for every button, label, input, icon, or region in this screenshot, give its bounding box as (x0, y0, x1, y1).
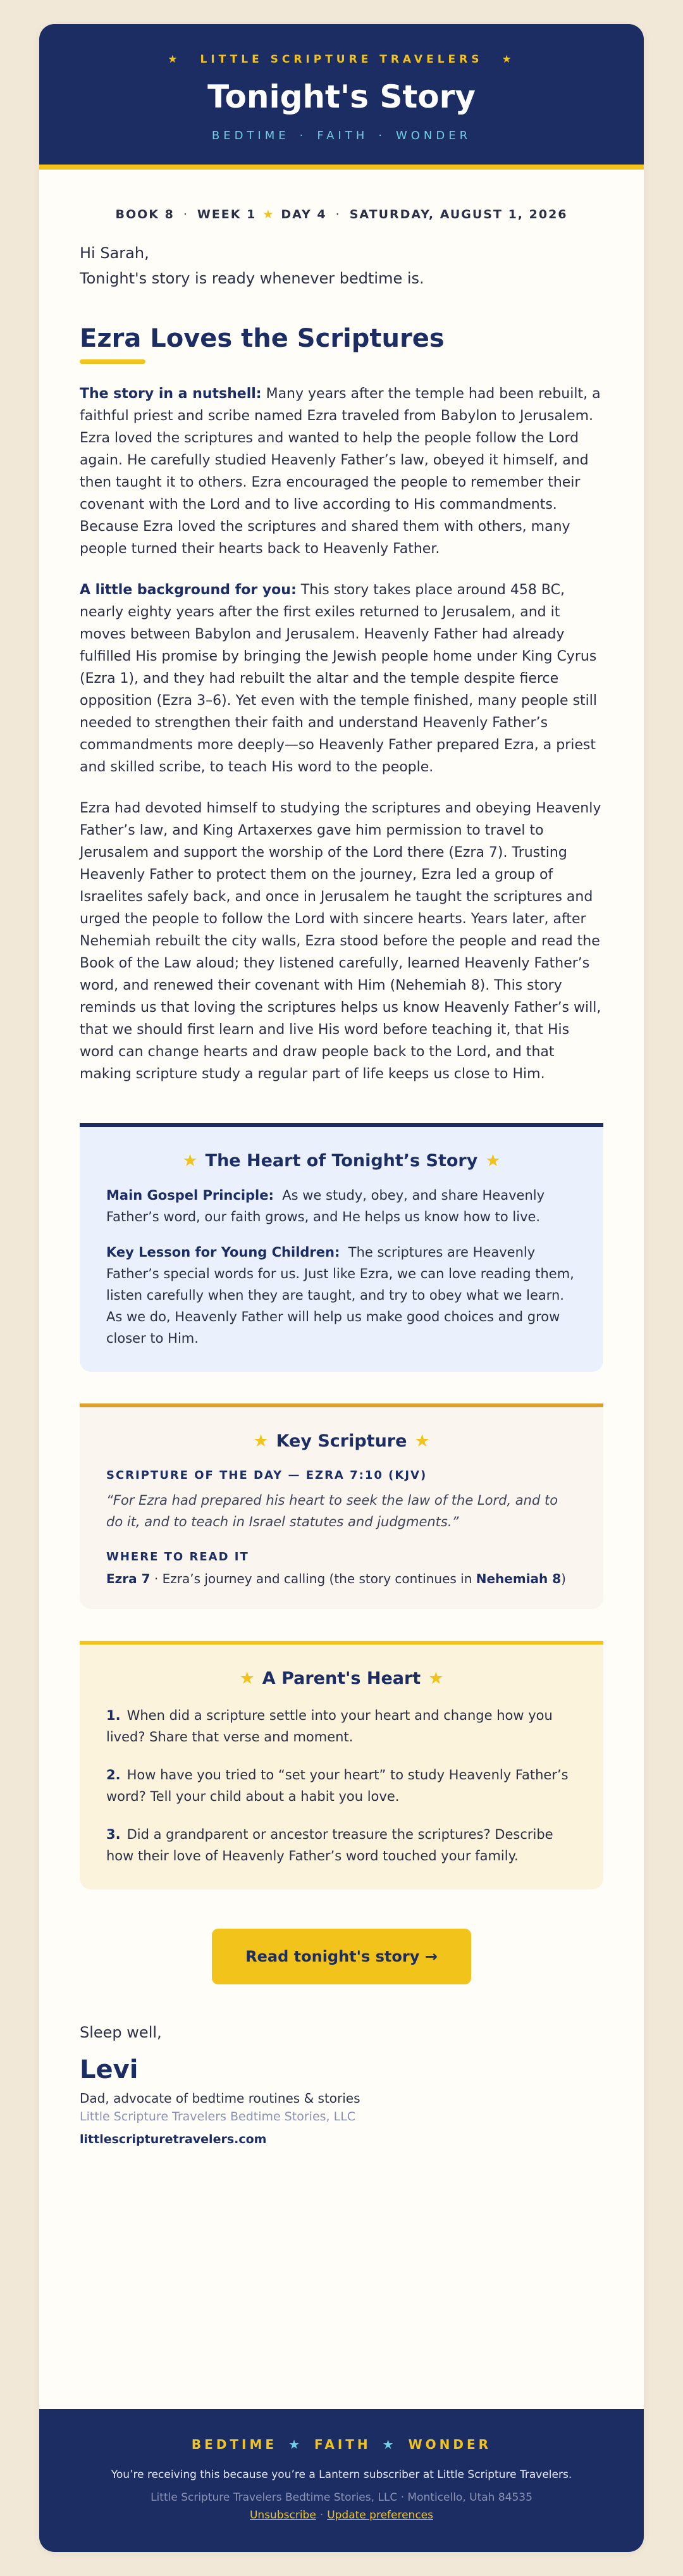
week-number: WEEK 1 (197, 208, 257, 221)
parent-title: A Parent's Heart (262, 1669, 421, 1688)
key-scripture-box (80, 1403, 603, 1609)
star-icon: ★ (428, 1669, 444, 1688)
main-content (39, 208, 644, 2146)
footer-address: Little Scripture Travelers Bedtime Stories, LLC · Monticello, Utah 84535 (151, 2491, 532, 2504)
star-icon: ★ (239, 1669, 255, 1688)
background-paragraph: A little background for you: This story takes place around 458 BC, nearly eighty years after the first exiles returned to Jerusalem, and it moves between Babylon and Jerusalem. Heavenly Father had already fulfilled His promise by bringing the Jewish people home under King Cyrus (Ezra 1), and they had rebuilt the altar and the temple despite fierce opposition (Ezra 3–6). Yet even with the temple finished, many people still needed to strengthen their faith and understand Heavenly Father’s commandments more deeply—so Heavenly Father prepared Ezra, a priest and skilled scribe, to teach His word to the people. (80, 582, 597, 775)
scripture-verse: “For Ezra had prepared his heart to seek the law of the Lord, and to do it, and to teach in Israel statutes and judgments.” (106, 1493, 558, 1529)
scripture-title: Key Scripture (276, 1431, 407, 1451)
heart-title: The Heart of Tonight’s Story (205, 1151, 478, 1171)
gospel-principle: Main Gospel Principle: As we study, obey, and share Heavenly Father’s word, our faith grows, and He helps us know how to live. (106, 1188, 545, 1224)
header-tagline: BEDTIME · FAITH · WONDER (211, 129, 472, 142)
signature-role: Dad, advocate of bedtime routines & stories (80, 2091, 360, 2106)
signoff-sleep: Sleep well, (80, 2024, 162, 2041)
signature-name: Levi (80, 2055, 138, 2084)
update-preferences-link[interactable]: Update preferences (327, 2509, 433, 2522)
where-to-read: Ezra 7 · Ezra’s journey and calling (the story continues in Nehemiah 8) (106, 1571, 566, 1586)
star-icon: ★ (168, 53, 182, 66)
website-link[interactable]: littlescripturetravelers.com (80, 2132, 267, 2146)
tag-faith: FAITH (317, 129, 369, 142)
tag-bedtime: BEDTIME (211, 129, 290, 142)
star-icon: ★ (182, 1151, 198, 1171)
greeting: Hi Sarah, (80, 244, 149, 262)
star-icon: ★ (501, 53, 515, 66)
footer-tagline: BEDTIME ★ FAITH ★ WONDER (191, 2437, 492, 2452)
brand-name: LITTLE SCRIPTURE TRAVELERS (200, 53, 483, 66)
star-icon: ★ (382, 2437, 397, 2452)
story-date: SATURDAY, AUGUST 1, 2026 (349, 208, 568, 221)
star-icon: ★ (262, 208, 275, 221)
footer (39, 2409, 644, 2552)
footer-links: Unsubscribe · Update preferences (249, 2509, 433, 2522)
tag-wonder: WONDER (395, 129, 472, 142)
nutshell-label: The story in a nutshell: (80, 386, 262, 402)
star-icon: ★ (253, 1431, 269, 1451)
key-lesson: Key Lesson for Young Children: The scriptures are Heavenly Father’s special words for us. Just like Ezra, we can love reading them, listen carefully when they are taught, and try to obey what we learn. As we do, Heavenly Father will help us make good choices and grow closer to Him. (106, 1245, 574, 1346)
scripture-of-day-label: SCRIPTURE OF THE DAY — EZRA 7:10 (KJV) (106, 1469, 428, 1482)
star-icon: ★ (485, 1151, 501, 1171)
email-card (39, 24, 644, 2552)
where-to-read-label: WHERE TO READ IT (106, 1550, 249, 1564)
header-title: Tonight's Story (207, 78, 476, 115)
star-icon: ★ (414, 1431, 430, 1451)
day-number: DAY 4 (281, 208, 327, 221)
question-item: 1. When did a scripture settle into your heart and change how you lived? Share that verse and moment. (106, 1708, 553, 1745)
background-label: A little background for you: (80, 582, 297, 598)
heart-of-story-box (80, 1123, 603, 1372)
title-underline (80, 359, 145, 364)
nutshell-paragraph: The story in a nutshell: Many years after the temple had been rebuilt, a faithful priest and scribe named Ezra traveled from Babylon to Jerusalem. Ezra loved the scriptures and wanted to help the people follow the Lord again. He carefully studied Heavenly Father’s law, obeyed it himself, and then taught it to others. Ezra encouraged the people to remember their covenant with the Lord and to live according to His commandments. Because Ezra loved the scriptures and shared them with others, many people turned their hearts back to Heavenly Father. (80, 386, 601, 557)
story-title: Ezra Loves the Scriptures (80, 324, 445, 353)
signature-company: Little Scripture Travelers Bedtime Stories, LLC (80, 2110, 356, 2124)
book-number: BOOK 8 (115, 208, 175, 221)
read-story-button[interactable]: Read tonight's story → (212, 1929, 471, 1984)
brand-line (39, 24, 644, 66)
unsubscribe-link[interactable]: Unsubscribe (249, 2509, 316, 2522)
parents-heart-box (80, 1641, 603, 1889)
question-item: 2. How have you tried to “set your heart” to study Heavenly Father’s word? Tell your child about a habit you love. (106, 1767, 569, 1804)
question-item: 3. Did a grandparent or ancestor treasure the scriptures? Describe how their love of Heavenly Father’s word touched your family. (106, 1827, 553, 1864)
star-icon: ★ (288, 2437, 303, 2452)
dateline: BOOK 8 · WEEK 1 ★ DAY 4 · SATURDAY, AUGUST 1, 2026 (115, 208, 568, 221)
subscription-note: You’re receiving this because you’re a Lantern subscriber at Little Scripture Travelers. (111, 2468, 572, 2481)
header-banner (39, 24, 644, 170)
greeting-line: Tonight's story is ready whenever bedtime is. (80, 270, 424, 287)
story-paragraph: Ezra had devoted himself to studying the scriptures and obeying Heavenly Father’s law, and King Artaxerxes gave him permission to travel to Jerusalem and support the worship of the Lord there (Ezra 7). Trusting Heavenly Father to protect them on the journey, Ezra led a group of Israelites safely back, and once in Jerusalem he taught the scriptures and urged the people to follow the Lord with sincere hearts. Years later, after Nehemiah rebuilt the city walls, Ezra stood before the people and read the Book of the Law aloud; they listened carefully, learned Heavenly Father’s word, and renewed their covenant with Him (Nehemiah 8). This story reminds us that loving the scriptures helps us know Heavenly Father’s will, that we should first learn and live His word before teaching it, that His word can change hearts and draw people back to the Lord, and that making scripture study a regular part of life keeps us close to Him. (80, 800, 601, 1082)
